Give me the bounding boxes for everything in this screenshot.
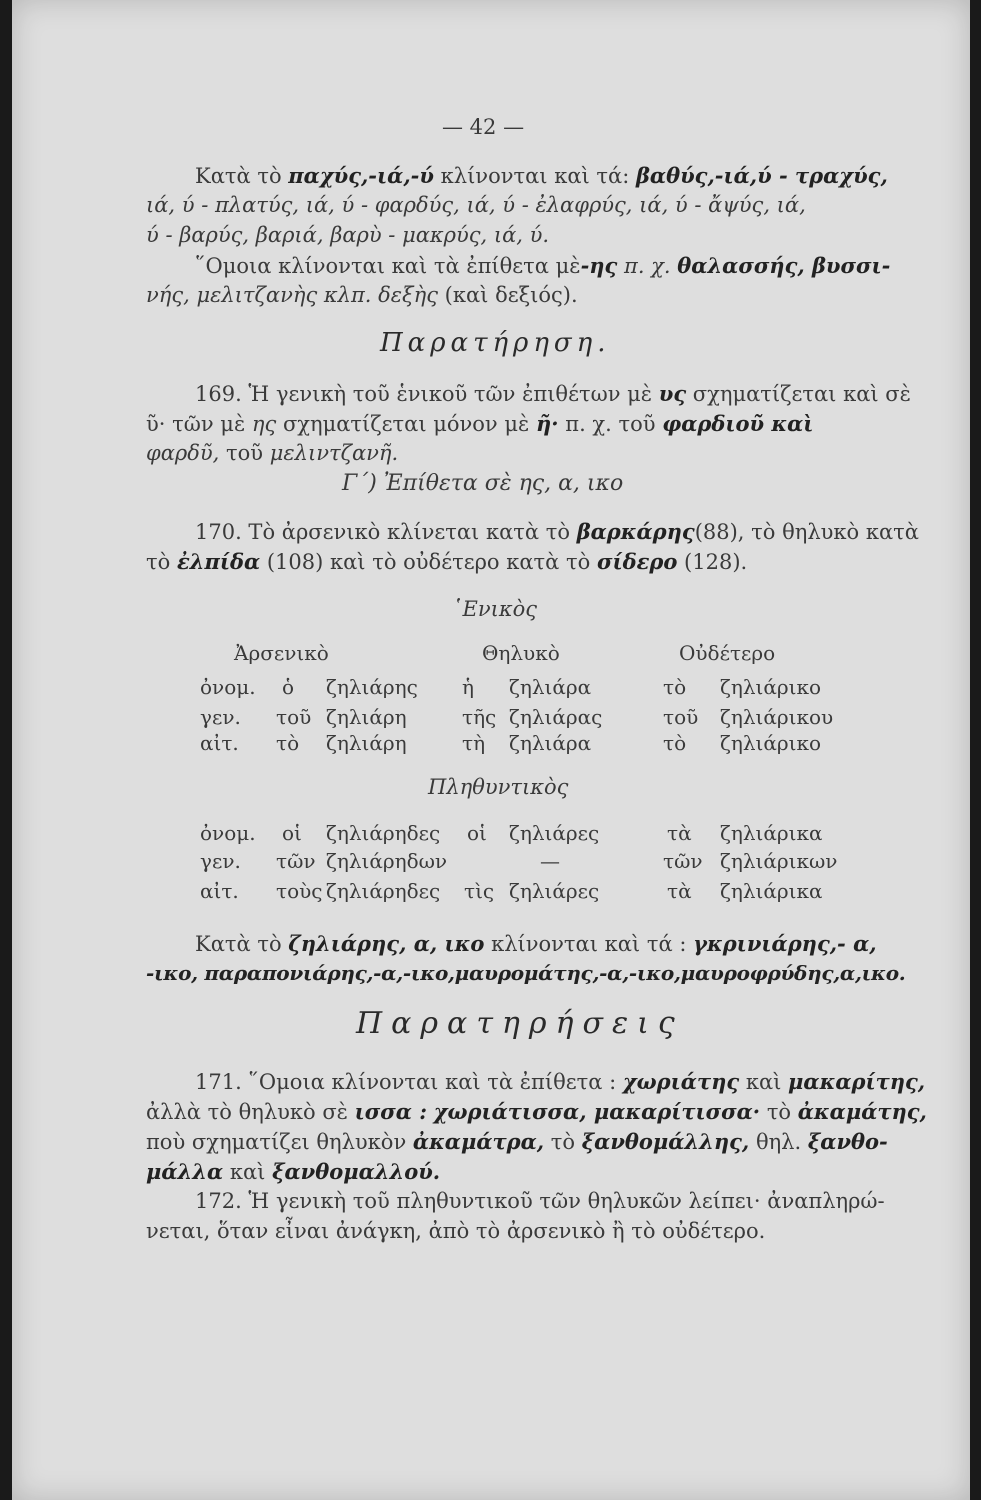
para1-line5: νής, μελιτζανὴς κλπ. δεξὴς (καὶ δεξιός).	[146, 283, 578, 307]
p169-line1: 169. Ἡ γενικὴ τοῦ ἑνικοῦ τῶν ἐπιθέτων μὲ υς σχηματίζεται καὶ σὲ	[195, 381, 911, 406]
p169-line3: φαρδῦ, τοῦ μελιντζανῆ.	[146, 441, 399, 465]
p170-line1: 170. Τὸ ἀρσενικὸ κλίνεται κατὰ τὸ βαρκάρης(88), τὸ θηλυκὸ κατὰ	[195, 519, 919, 544]
book-page: — 42 — Κατὰ τὸ παχύς,-ιά,-ύ κλίνονται καὶ τά: βαθύς,-ιά,ύ - τραχύς, ιά, ύ - πλατύς, ιά, ύ - φαρδύς, ιά, ύ - ἐλαφρύς, ιά, ύ - ἄψύς, ιά, ύ - βαρύς, βαριά, βαρὺ - μακρύς, ιά, ύ. ῞Ομοια κλίνονται καὶ τὰ ἐπίθετα μὲ-ης π. χ. θαλασσής, βυσσι- νής, μελιτζανὴς κλπ. δεξὴς (καὶ δεξιός). Παρατήρηση. 169. Ἡ γενικὴ τοῦ ἑνικοῦ τῶν ἐπιθέτων μὲ υς σχηματίζεται καὶ σὲ ῦ· τῶν μὲ ης σχηματίζεται μόνον μὲ ῆ· π. χ. τοῦ φαρδιοῦ καὶ φαρδῦ, τοῦ μελιντζανῆ. Γ΄) Ἐπίθετα σὲ ης, α, ικο 170. Τὸ ἀρσενικὸ κλίνεται κατὰ τὸ βαρκάρης(88), τὸ θηλυκὸ κατὰ τὸ ἐλπίδα (108) καὶ τὸ οὐδέτερο κατὰ τὸ σίδερο (128). ῾Ενικὸς Ἀρσενικὸ Θηλυκὸ Οὐδέτερο ὀνομ. ὁ ζηλιάρης ἡ ζηλιάρα τὸ ζηλιάρικο γεν. τοῦ ζηλιάρη τῆς ζηλιάρας τοῦ ζηλιάρικου αἰτ. τὸ ζηλιάρη τὴ ζηλιάρα τὸ ζηλιάρικο Πληθυντικὸς ὀνομ. οἱ ζηλιάρηδες οἱ ζηλιάρες τὰ ζηλιάρικα γεν. τῶν ζηλιάρηδων — τῶν ζηλιάρικων αἰτ. τοὺς ζηλιάρηδες τὶς ζηλιάρες τὰ ζηλιάρικα Κατὰ τὸ ζηλιάρης, α, ικο κλίνονται καὶ τά : γκρινιάρης,- α, -ικο, παραπονιάρης,-α,-ικο,μαυρομάτης,-α,-ικο,μαυροφρύδης,α,ικο. Παρατηρήσεις 171. ῞Ομοια κλίνονται καὶ τὰ ἐπίθετα : χωριάτης καὶ μακαρίτης, ἀλλὰ τὸ θηλυκὸ σὲ ισσα : χωριάτισσα, μακαρίτισσα· τὸ ἀκαμάτης, ποὺ σχηματίζει θηλυκὸν ἀκαμάτρα, τὸ ξανθομάλλης, θηλ. ξανθο- μάλλα καὶ ξανθομαλλού. 172. Ἡ γενικὴ τοῦ πληθυντικοῦ τῶν θηλυκῶν λείπει· ἀναπληρώ- νεται, ὅταν εἶναι ἀνάγκη, ἀπὸ τὸ ἀρσενικὸ ἢ τὸ οὐδέτερο.	[12, 0, 970, 1500]
para-kata-line2: -ικο, παραπονιάρης,-α,-ικο,μαυρομάτης,-α,-ικο,μαυροφρύδης,α,ικο.	[146, 961, 906, 985]
header-masculine: Ἀρσενικὸ	[234, 641, 329, 665]
heading-epitheta-se-is: Γ΄) Ἐπίθετα σὲ ης, α, ικο	[342, 471, 624, 496]
header-feminine: Θηλυκὸ	[482, 641, 560, 665]
p170-line2: τὸ ἐλπίδα (108) καὶ τὸ οὐδέτερο κατὰ τὸ σίδερο (128).	[146, 549, 748, 574]
p172-line1: 172. Ἡ γενικὴ τοῦ πληθυντικοῦ τῶν θηλυκῶν λείπει· ἀναπληρώ-	[195, 1189, 885, 1213]
singular-title: ῾Ενικὸς	[452, 597, 538, 621]
p169-line2: ῦ· τῶν μὲ ης σχηματίζεται μόνον μὲ ῆ· π. χ. τοῦ φαρδιοῦ καὶ	[146, 411, 814, 436]
page-number: — 42 —	[442, 115, 525, 139]
p171-line2: ἀλλὰ τὸ θηλυκὸ σὲ ισσα : χωριάτισσα, μακαρίτισσα· τὸ ἀκαμάτης,	[146, 1099, 927, 1124]
scan-border-left	[0, 0, 12, 1500]
para1-line1: Κατὰ τὸ παχύς,-ιά,-ύ κλίνονται καὶ τά: βαθύς,-ιά,ύ - τραχύς,	[195, 163, 888, 188]
plural-title: Πληθυντικὸς	[428, 775, 569, 799]
p172-line2: νεται, ὅταν εἶναι ἀνάγκη, ἀπὸ τὸ ἀρσενικὸ ἢ τὸ οὐδέτερο.	[146, 1219, 766, 1243]
para1-line2: ιά, ύ - πλατύς, ιά, ύ - φαρδύς, ιά, ύ - ἐλαφρύς, ιά, ύ - ἄψύς, ιά,	[146, 193, 806, 217]
para1-line4: ῞Ομοια κλίνονται καὶ τὰ ἐπίθετα μὲ-ης π. χ. θαλασσής, βυσσι-	[195, 253, 891, 278]
p171-line4: μάλλα καὶ ξανθομαλλού.	[146, 1159, 441, 1184]
p171-line3: ποὺ σχηματίζει θηλυκὸν ἀκαμάτρα, τὸ ξανθομάλλης, θηλ. ξανθο-	[146, 1129, 888, 1154]
header-neuter: Οὐδέτερο	[679, 641, 776, 665]
para-kata-line1: Κατὰ τὸ ζηλιάρης, α, ικο κλίνονται καὶ τά : γκρινιάρης,- α,	[195, 931, 877, 956]
heading-paratirisi: Παρατήρηση.	[380, 328, 611, 358]
p171-line1: 171. ῞Ομοια κλίνονται καὶ τὰ ἐπίθετα : χωριάτης καὶ μακαρίτης,	[195, 1069, 926, 1094]
para1-line3: ύ - βαρύς, βαριά, βαρὺ - μακρύς, ιά, ύ.	[146, 223, 550, 247]
heading-paratiriseis: Παρατηρήσεις	[356, 1006, 684, 1041]
scan-border-right	[970, 0, 981, 1500]
